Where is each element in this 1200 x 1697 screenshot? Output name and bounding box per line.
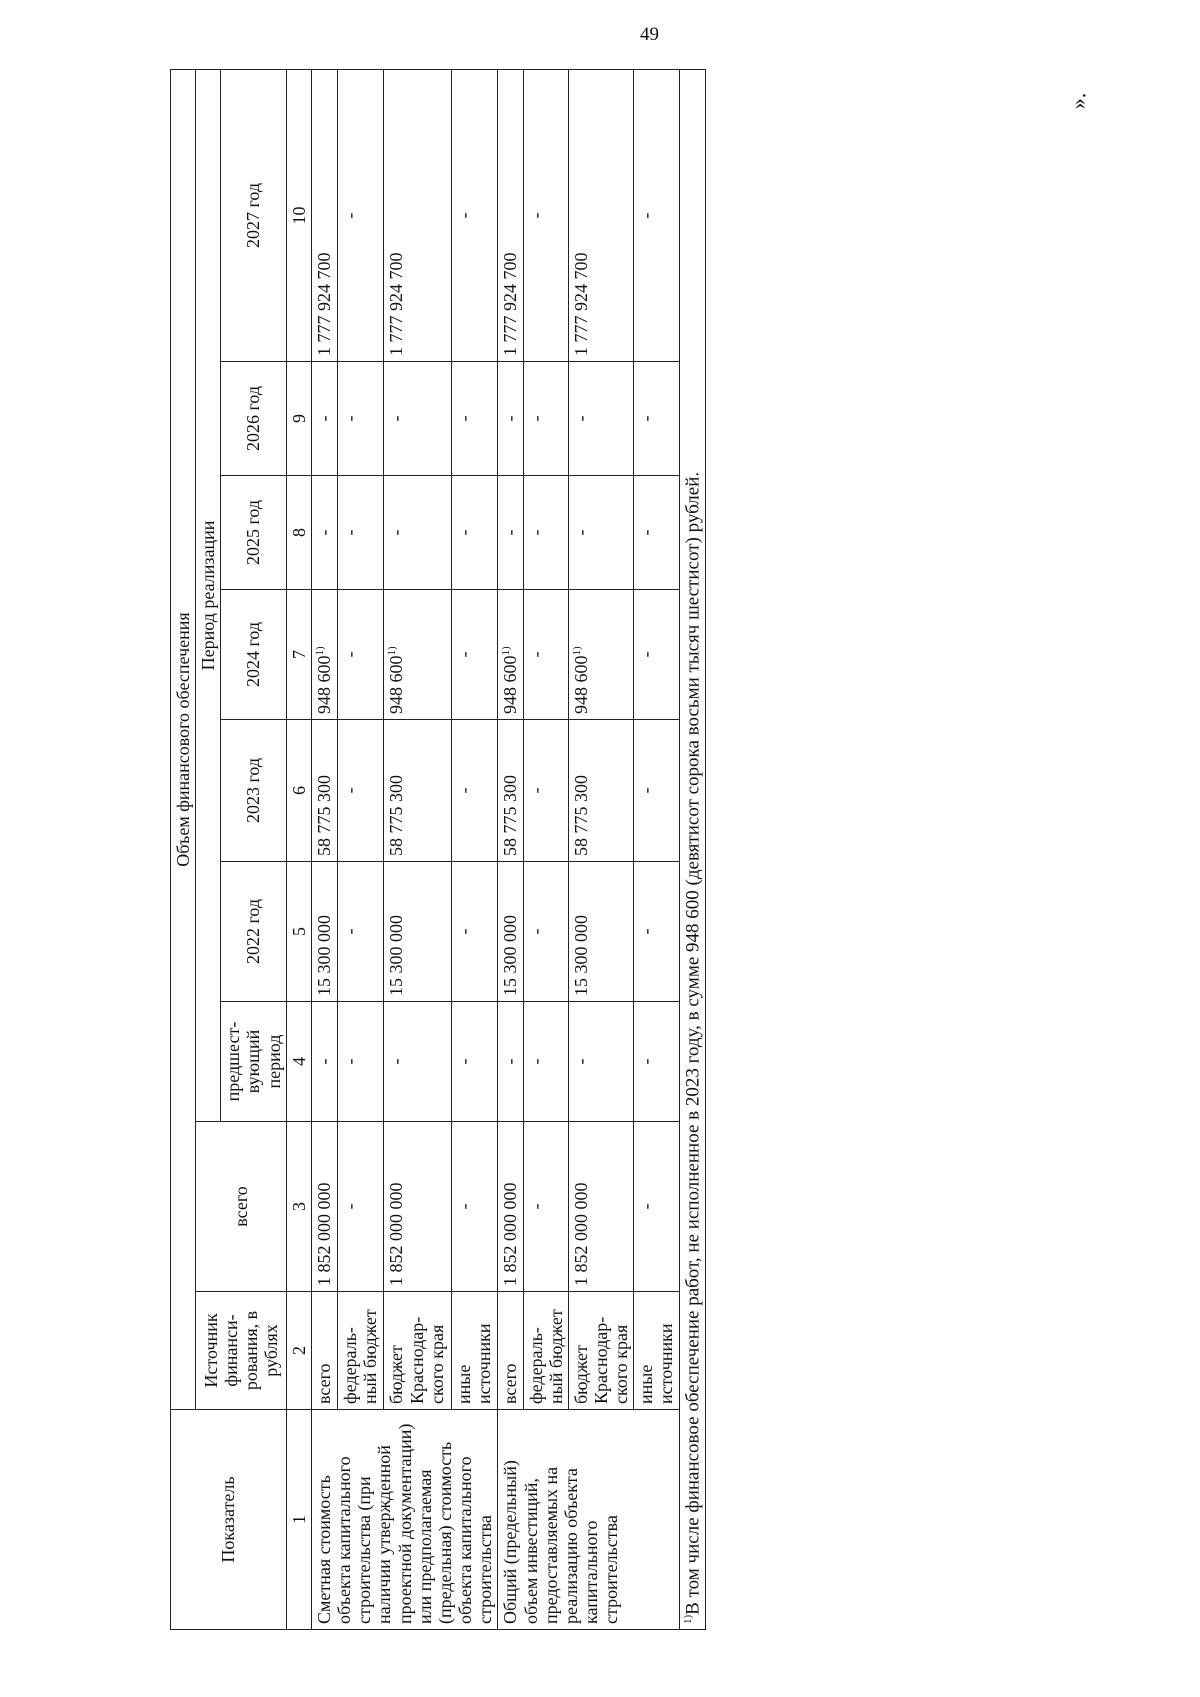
value-cell-y2022 [451,862,498,1002]
value-text: - [339,529,360,536]
value-text: - [500,529,521,536]
value-text: - [525,651,546,658]
value-text: 15 300 000 [386,915,407,996]
value-text: 58 775 300 [386,775,407,856]
value-text: 1 777 924 700 [386,252,407,356]
value-cell-previous [634,1002,679,1122]
value-cell-y2025 [451,476,498,590]
value-cell-y2022 [384,862,451,1002]
source-cell: бюджет Краснодар-ского края [384,1292,451,1410]
column-number: 5 [286,862,311,1002]
indicator-cell: Общий (предельный) объем инвестиций, предоставляемых на реализацию объекта капитального строительства [498,1410,679,1630]
value-cell-y2023 [568,720,633,862]
header-2027: 2027 год [221,70,286,362]
column-number: 3 [286,1122,311,1292]
header-previous-period: предшест-вующий период [221,1002,286,1122]
value-cell-y2023 [451,720,498,862]
value-cell-y2025 [634,476,679,590]
value-cell-y2026 [498,362,523,476]
value-cell-total [384,1122,451,1292]
indicator-cell: Сметная стоимость объекта капитального строительства (при наличии утвержденной проектной документации) или предполагаемая (предельная) стоимость объекта капитального строительства [311,1410,497,1630]
value-text: - [339,1058,360,1065]
value-cell-y2027 [498,70,523,362]
value-text: - [339,1203,360,1210]
rotated-table-container [170,70,706,1630]
value-cell-total [451,1122,498,1292]
column-number: 9 [286,362,311,476]
source-cell: иные источники [451,1292,498,1410]
value-cell-y2027 [337,70,384,362]
value-cell-y2024 [523,590,568,720]
table-row [384,70,451,1630]
value-cell-y2022 [523,862,568,1002]
value-text: - [313,529,334,536]
column-number: 2 [286,1292,311,1410]
value-cell-y2023 [384,720,451,862]
value-cell-total [311,1122,337,1292]
value-cell-total [634,1122,679,1292]
value-text: - [525,1203,546,1210]
value-cell-previous [311,1002,337,1122]
value-text: - [525,928,546,935]
value-text: - [453,212,474,219]
footnote-row [679,70,706,1630]
value-cell-y2026 [311,362,337,476]
source-cell: бюджет Краснодар-ского края [568,1292,633,1410]
value-text: 948 600 [313,655,334,714]
table-row [498,70,523,1630]
footnote-marker: 1) [681,1614,694,1624]
value-cell-y2022 [568,862,633,1002]
value-cell-previous [451,1002,498,1122]
value-text: - [636,928,657,935]
table-row [451,70,498,1630]
page-number: 49 [640,24,659,45]
value-text: - [339,415,360,422]
value-cell-total [337,1122,384,1292]
value-text: 58 775 300 [313,775,334,856]
source-cell: всего [498,1292,523,1410]
value-text: - [453,1058,474,1065]
closing-quote-mark: ». [1065,92,1091,110]
value-cell-y2024 [498,590,523,720]
value-text: - [525,1058,546,1065]
value-cell-y2023 [634,720,679,862]
footnote-text: В том числе финансовое обеспечение работ, не исполненное в 2023 году, в сумме 948 600 (девятисот сорока восьми тысяч шестисот) рублей. [681,471,703,1615]
value-cell-y2026 [337,362,384,476]
value-cell-total [498,1122,523,1292]
value-cell-y2022 [311,862,337,1002]
value-text: - [525,787,546,794]
value-cell-y2022 [337,862,384,1002]
value-text: 1 852 000 000 [313,1182,334,1286]
value-text: 1 777 924 700 [500,252,521,356]
value-cell-total [568,1122,633,1292]
value-text: 948 600 [500,655,521,714]
value-cell-y2023 [523,720,568,862]
value-cell-previous [523,1002,568,1122]
value-cell-y2023 [498,720,523,862]
table-body [311,70,679,1630]
value-cell-y2025 [498,476,523,590]
value-cell-y2027 [634,70,679,362]
value-cell-y2026 [451,362,498,476]
header-2023: 2023 год [221,720,286,862]
value-text: - [570,415,591,422]
column-number: 4 [286,1002,311,1122]
header-source: Источник финанси-рования, в рублях [196,1292,287,1410]
column-number-row [286,70,311,1630]
value-text: - [636,1058,657,1065]
value-text: - [386,1058,407,1065]
header-total: всего [196,1122,287,1292]
value-cell-previous [568,1002,633,1122]
value-cell-y2024 [311,590,337,720]
value-text: 1 777 924 700 [313,252,334,356]
header-2025: 2025 год [221,476,286,590]
value-text: - [500,415,521,422]
value-cell-y2024 [384,590,451,720]
header-indicator: Показатель [171,1410,287,1630]
value-text: - [453,415,474,422]
value-cell-y2024 [634,590,679,720]
footnote-ref: 1) [386,646,399,656]
source-cell: федераль-ный бюджет [337,1292,384,1410]
value-cell-y2024 [337,590,384,720]
value-text: - [339,212,360,219]
value-text: - [386,415,407,422]
value-cell-y2026 [384,362,451,476]
value-text: - [453,529,474,536]
value-text: 15 300 000 [313,915,334,996]
footnote [679,70,706,1630]
value-text: - [636,651,657,658]
value-text: - [313,1058,334,1065]
value-text: - [636,1203,657,1210]
value-text: 15 300 000 [500,915,521,996]
value-text: - [453,1203,474,1210]
column-number: 6 [286,720,311,862]
table-row [523,70,568,1630]
value-cell-y2022 [498,862,523,1002]
value-text: - [339,928,360,935]
value-text: - [313,415,334,422]
value-cell-total [523,1122,568,1292]
header-period: Период реализации [196,70,221,1122]
value-text: - [570,1058,591,1065]
value-cell-y2027 [451,70,498,362]
column-number: 1 [286,1410,311,1630]
value-cell-y2027 [523,70,568,362]
value-text: 1 852 000 000 [386,1182,407,1286]
source-cell: иные источники [634,1292,679,1410]
value-text: 15 300 000 [570,915,591,996]
value-text: 1 852 000 000 [500,1182,521,1286]
source-cell: всего [311,1292,337,1410]
header-2024: 2024 год [221,590,286,720]
value-cell-previous [498,1002,523,1122]
table-row [311,70,337,1630]
value-cell-y2027 [568,70,633,362]
value-cell-y2025 [523,476,568,590]
value-cell-y2026 [568,362,633,476]
value-text: - [636,787,657,794]
value-cell-previous [384,1002,451,1122]
value-cell-previous [337,1002,384,1122]
value-text: - [339,651,360,658]
value-cell-y2022 [634,862,679,1002]
value-text: 58 775 300 [500,775,521,856]
value-text: - [636,415,657,422]
value-cell-y2023 [311,720,337,862]
value-text: - [636,212,657,219]
value-text: - [525,212,546,219]
table-row [337,70,384,1630]
value-cell-y2025 [311,476,337,590]
value-text: 1 852 000 000 [570,1182,591,1286]
value-cell-y2023 [337,720,384,862]
value-cell-y2026 [634,362,679,476]
value-text: - [453,651,474,658]
value-text: - [453,928,474,935]
footnote-ref: 1) [313,646,326,656]
value-cell-y2025 [384,476,451,590]
footnote-ref: 1) [570,646,583,656]
value-text: 58 775 300 [570,775,591,856]
value-cell-y2027 [384,70,451,362]
table-row [568,70,633,1630]
header-2022: 2022 год [221,862,286,1002]
footnote-ref: 1) [500,646,513,656]
value-text: 1 777 924 700 [570,252,591,356]
value-text: - [636,529,657,536]
column-number: 8 [286,476,311,590]
value-cell-y2024 [451,590,498,720]
table-title: Объем финансового обеспечения [171,70,196,1410]
value-text: - [570,529,591,536]
value-cell-y2026 [523,362,568,476]
value-text: - [500,1058,521,1065]
value-text: - [525,415,546,422]
header-2026: 2026 год [221,362,286,476]
value-text: 948 600 [570,655,591,714]
value-cell-y2027 [311,70,337,362]
value-text: - [386,529,407,536]
source-cell: федераль-ный бюджет [523,1292,568,1410]
value-text: - [339,787,360,794]
column-number: 7 [286,590,311,720]
value-cell-y2024 [568,590,633,720]
column-number: 10 [286,70,311,362]
value-text: - [453,787,474,794]
value-text: - [525,529,546,536]
value-text: 948 600 [386,655,407,714]
value-cell-y2025 [337,476,384,590]
funding-table [170,69,706,1630]
table-row [634,70,679,1630]
value-cell-y2025 [568,476,633,590]
